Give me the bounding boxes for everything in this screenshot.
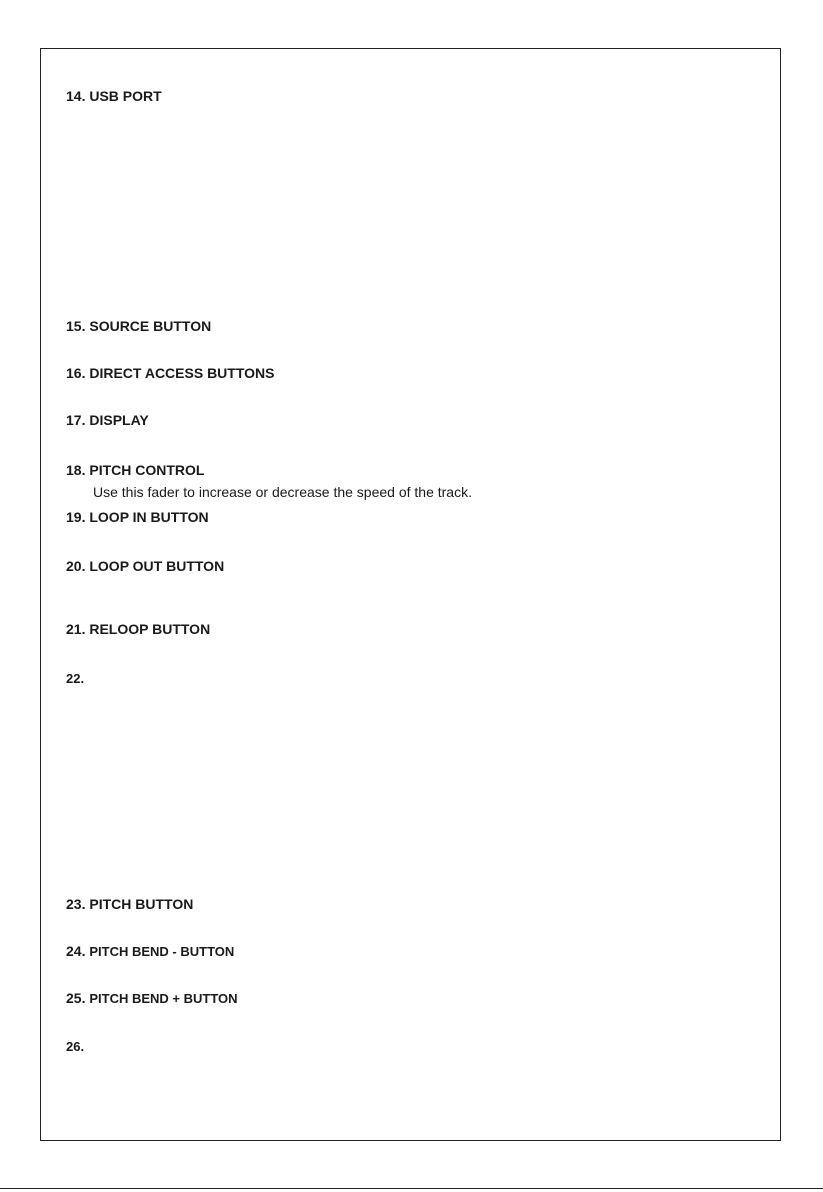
item-number: 21. bbox=[66, 621, 86, 637]
item-26 bbox=[66, 1038, 84, 1055]
item-label: PITCH BEND + BUTTON bbox=[89, 991, 238, 1006]
item-number: 23. bbox=[66, 896, 86, 912]
item-number: 20. bbox=[66, 558, 86, 574]
bottom-rule bbox=[0, 1188, 823, 1189]
item-16-direct-access-buttons bbox=[66, 365, 274, 382]
item-18-description: Use this fader to increase or decrease the speed of the track. bbox=[93, 484, 472, 500]
item-17-display bbox=[66, 412, 149, 429]
item-label: SOURCE BUTTON bbox=[89, 318, 212, 334]
item-number: 26. bbox=[66, 1039, 85, 1054]
item-14-usb-port bbox=[66, 88, 162, 105]
item-label: PITCH BUTTON bbox=[89, 896, 194, 912]
item-15-source-button bbox=[66, 318, 211, 335]
item-number: 15. bbox=[66, 318, 86, 334]
item-number: 24. bbox=[66, 943, 86, 959]
item-number: 17. bbox=[66, 412, 86, 428]
page-frame bbox=[40, 48, 781, 1141]
item-number: 22. bbox=[66, 671, 85, 686]
item-18-pitch-control bbox=[66, 462, 204, 479]
item-23-pitch-button bbox=[66, 896, 193, 913]
item-label: DIRECT ACCESS BUTTONS bbox=[89, 365, 275, 381]
item-19-loop-in-button bbox=[66, 509, 209, 526]
item-25-pitch-bend-plus-button bbox=[66, 990, 238, 1007]
item-number: 16. bbox=[66, 365, 86, 381]
item-label: PITCH CONTROL bbox=[89, 462, 205, 478]
item-label: LOOP IN BUTTON bbox=[89, 509, 209, 525]
item-21-reloop-button bbox=[66, 621, 210, 638]
item-22 bbox=[66, 670, 84, 687]
item-number: 14. bbox=[66, 88, 86, 104]
item-24-pitch-bend-minus-button bbox=[66, 943, 234, 960]
item-number: 18. bbox=[66, 462, 86, 478]
item-label: USB PORT bbox=[89, 88, 162, 104]
item-number: 19. bbox=[66, 509, 86, 525]
item-label: RELOOP BUTTON bbox=[89, 621, 211, 637]
item-label: DISPLAY bbox=[89, 412, 149, 428]
item-20-loop-out-button bbox=[66, 558, 224, 575]
item-label: LOOP OUT BUTTON bbox=[89, 558, 225, 574]
item-number: 25. bbox=[66, 990, 86, 1006]
item-label: PITCH BEND - BUTTON bbox=[89, 944, 235, 959]
